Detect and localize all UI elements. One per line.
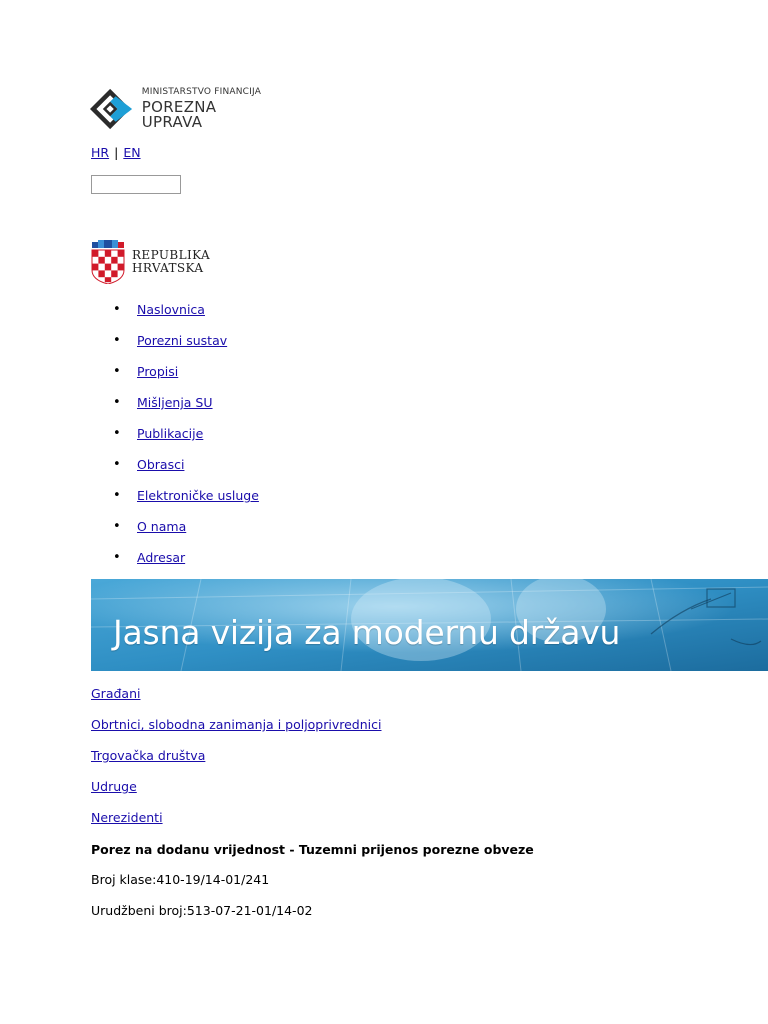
- nav-link-o-nama[interactable]: O nama: [137, 519, 187, 534]
- banner-title: Jasna vizija za modernu državu: [113, 613, 621, 652]
- nav-item-porezni-sustav: [91, 331, 259, 362]
- document-registry-number: Urudžbeni broj:513-07-21-01/14-02: [91, 903, 313, 918]
- nav-link-publikacije[interactable]: Publikacije: [137, 426, 204, 441]
- nav-link-adresar[interactable]: Adresar: [137, 550, 186, 565]
- category-link-obrtnici[interactable]: Obrtnici, slobodna zanimanja i poljoprivrednici: [91, 717, 382, 732]
- nav-item-elektronicke-usluge: [91, 486, 259, 517]
- republika-text: REPUBLIKA: [132, 247, 211, 262]
- category-link-udruge[interactable]: Udruge: [91, 779, 137, 794]
- document-class-number: Broj klase:410-19/14-01/241: [91, 872, 270, 887]
- nav-item-propisi: [91, 362, 259, 393]
- croatian-coat-of-arms-icon: [90, 240, 126, 284]
- nav-item-o-nama: [91, 517, 259, 548]
- nav-item-naslovnica: [91, 300, 259, 331]
- nav-link-porezni-sustav[interactable]: Porezni sustav: [137, 333, 228, 348]
- nav-item-publikacije: [91, 424, 259, 455]
- porezna-uprava-logo[interactable]: [90, 84, 270, 134]
- nav-link-obrasci[interactable]: Obrasci: [137, 457, 185, 472]
- nav-item-obrasci: [91, 455, 259, 486]
- nav-link-elektronicke-usluge[interactable]: Elektroničke usluge: [137, 488, 259, 503]
- nav-link-propisi[interactable]: Propisi: [137, 364, 179, 379]
- porezna-uprava-logo-icon: [90, 85, 136, 133]
- hero-banner: [91, 579, 768, 671]
- logo-ministry-text: MINISTARSTVO FINANCIJA: [141, 87, 262, 97]
- republika-hrvatska-logo[interactable]: [90, 240, 210, 284]
- logo-agency-text: POREZNA UPRAVA: [141, 98, 217, 131]
- nav-link-misljenja-su[interactable]: Mišljenja SU: [137, 395, 213, 410]
- language-separator: |: [114, 145, 119, 160]
- search-input[interactable]: [91, 175, 181, 194]
- language-en-link[interactable]: EN: [123, 145, 141, 160]
- category-link-nerezidenti[interactable]: Nerezidenti: [91, 810, 163, 825]
- language-hr-link[interactable]: HR: [91, 145, 110, 160]
- nav-item-misljenja-su: [91, 393, 259, 424]
- main-navigation: [91, 300, 259, 579]
- nav-link-naslovnica[interactable]: Naslovnica: [137, 302, 205, 317]
- language-switcher: [91, 145, 141, 160]
- category-link-gradani[interactable]: Građani: [91, 686, 141, 701]
- document-title: Porez na dodanu vrijednost - Tuzemni prijenos porezne obveze: [91, 842, 534, 857]
- category-link-trgovacka-drustva[interactable]: Trgovačka društva: [91, 748, 206, 763]
- nav-item-adresar: [91, 548, 259, 579]
- hrvatska-text: HRVATSKA: [132, 261, 204, 275]
